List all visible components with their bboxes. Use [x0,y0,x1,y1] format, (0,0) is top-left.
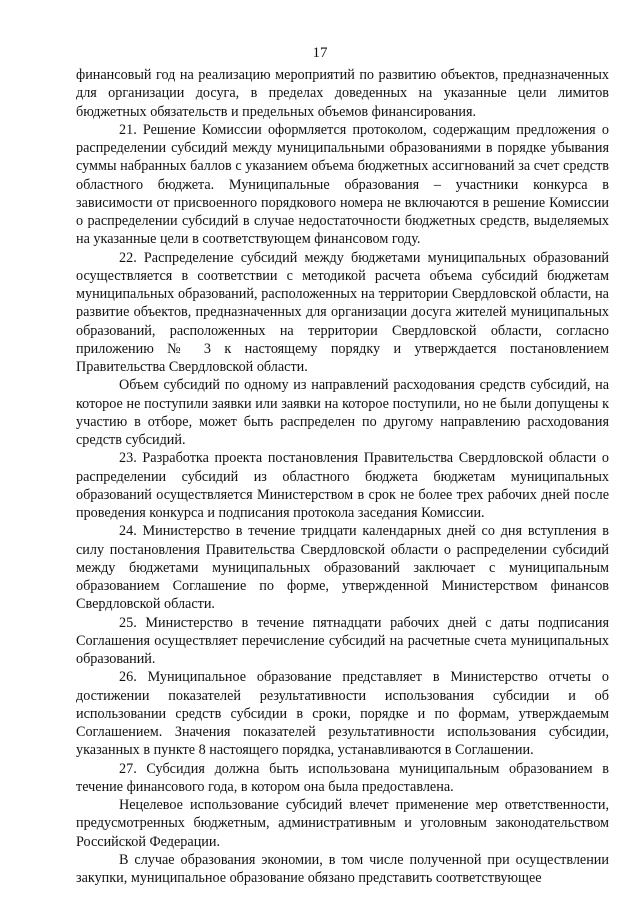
paragraph-item-25: 25. Министерство в течение пятнадцати рабочих дней с даты подписания Соглашения осуществляет перечисление субсидий на расчетные счета муниципальных образований. [76,614,609,667]
paragraph-subsidy-volume: Объем субсидий по одному из направлений расходования средств субсидий, на которое не поступили заявки или заявки на которое поступили, но не были допущены к участию в отборе, может быть распределен по другому направлению расходования средств субсидий. [76,377,609,448]
document-body [76,66,609,887]
paragraph-item-27: 27. Субсидия должна быть использована муниципальным образованием в течение финансового года, в котором она была предоставлена. [76,760,609,795]
page-number: 17 [312,45,328,61]
paragraph-item-23: 23. Разработка проекта постановления Правительства Свердловской области о распределении субсидий из областного бюджета бюджетам муниципальных образований осуществляется Министерством в срок не более трех рабочих дней после проведения конкурса и подписания протокола заседания Комиссии. [76,450,609,521]
paragraph-savings: В случае образования экономии, в том числе полученной при осуществлении закупки, муниципальное образование обязано представить соответствующее [76,851,609,886]
paragraph-item-26: 26. Муниципальное образование представляет в Министерство отчеты о достижении показателей результативности использования субсидии и об использовании средств субсидии в сроки, порядке и по формам, утверждаемым Соглашением. Значения показателей результативности использования субсидии, указанных в пункте 8 настоящего порядка, устанавливаются в Соглашении. [76,669,609,759]
paragraph-item-21: 21. Решение Комиссии оформляется протоколом, содержащим предложения о распределении субсидий между муниципальными образованиями в порядке убывания суммы набранных баллов с указанием объема бюджетных ассигнований за счет средств областного бюджета. Муниципальные образования – участники конкурса в зависимости от присвоенного порядкового номера не включаются в решение Комиссии о распределении субсидий в случае недостаточности бюджетных средств, выделяемых на указанные цели в соответствующем финансовом году. [76,121,609,248]
paragraph-item-22: 22. Распределение субсидий между бюджетами муниципальных образований осуществляется в соответствии с методикой расчета объема субсидий бюджетам муниципальных образований, расположенных на территории Свердловской области, на развитие объектов, предназначенных для организации досуга жителей муниципальных образований, расположенных на территории Свердловской области, согласно приложению № 3 к настоящему порядку и утверждается постановлением Правительства Свердловской области. [76,249,609,375]
paragraph-item-24: 24. Министерство в течение тридцати календарных дней со дня вступления в силу постановления Правительства Свердловской области о распределении субсидий между бюджетами муниципальных образований заключает с муниципальным образованием Соглашение по форме, утвержденной Министерством финансов Свердловской области. [76,523,609,613]
paragraph-continuation: финансовый год на реализацию мероприятий по развитию объектов, предназначенных для организации досуга, в пределах доведенных на указанные цели лимитов бюджетных обязательств и предельных объемов финансирования. [76,67,609,120]
paragraph-misuse-liability: Нецелевое использование субсидий влечет применение мер ответственности, предусмотренных бюджетным, административным и уголовным законодательством Российской Федерации. [76,797,609,850]
